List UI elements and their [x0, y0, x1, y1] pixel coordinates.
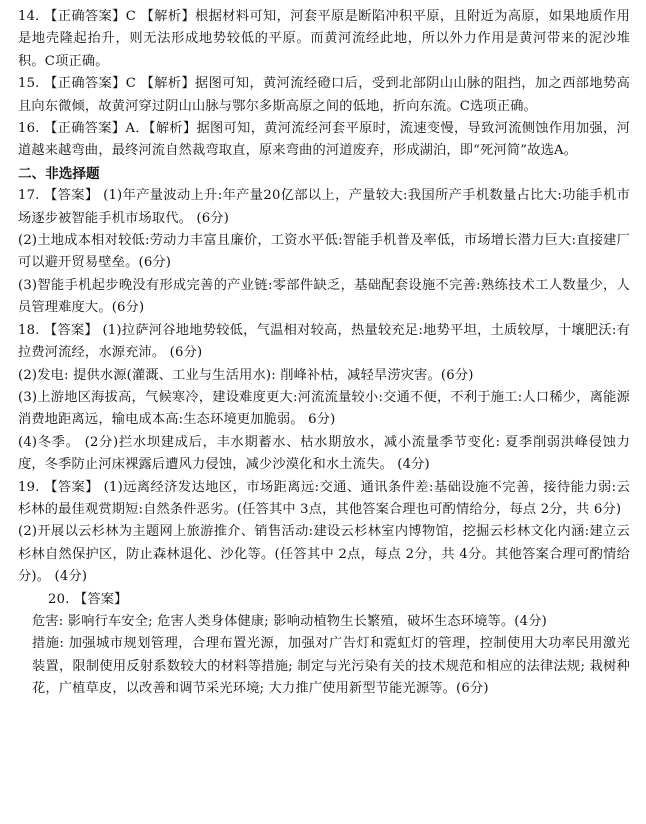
answer-q20-measures: 措施: 加强城市规划管理，合理布置光源，加强对广告灯和霓虹灯的管理，控制使用大功率民用激光装置，限制使用反射系数较大的材料等措施; 制定与光污染有关的技术规范和相应的法律法规; 栽树种花，广植草皮，以改善和调节采光环境; 大力推广使用新型节能光源等。(6分): [32, 636, 630, 697]
answer-q14: 14. 【正确答案】C 【解析】根据材料可知，河套平原是断陷冲积平原，且附近为高原，如果地质作用是地壳隆起抬升，则无法形成地势较低的平原。而黄河流经此地，所以外力作用是黄河带来的泥沙堆积。C项正确。: [18, 9, 630, 69]
answer-q18-part3: (3)上游地区海拔高，气候寒冷，建设难度更大:河流流量较小:交通不便，不利于施工:人口稀少，离能源消费地距离远，输电成本高:生态环境更加脆弱。 6分): [18, 389, 630, 428]
answer-q20-harm: 危害: 影响行车安全; 危害人类身体健康; 影响动植物生长繁殖，破坏生态环境等。(4分): [32, 613, 547, 629]
answer-q17-part2: (2)土地成本相对较低:劳动力丰富且廉价，工资水平低:智能手机普及率低，市场增长潜力巨大:直接建厂可以避开贸易壁垒。(6分): [18, 233, 630, 271]
answer-q19-part2: (2)开展以云杉林为主题网上旅游推介、销售活动:建设云杉林室内博物馆，挖掘云杉林文化内涵:建立云杉林自然保护区，防止森林退化、沙化等。(任答其中 2点，每点 2分，共 4分。其他答案合理可酌情给分)。 (4分): [18, 524, 630, 585]
answer-q17-part1: 17. 【答案】 (1)年产量波动上升:年产量20亿部以上，产量较大:我国所产手机数量占比大:功能手机市场逐步被智能手机市场取代。 (6分): [18, 188, 630, 226]
answer-q16: 16. 【正确答案】A．【解析】据图可知，黄河流经河套平原时，流速变慢，导致河流侧蚀作用加强，河道越来越弯曲，最终河流自然裁弯取直，原来弯曲的河道废弃，形成湖泊，即“死河简”故选A。: [18, 121, 630, 159]
section-heading-non-choice: 二、非选择题: [18, 165, 100, 182]
answer-q15: 15. 【正确答案】C 【解析】据图可知，黄河流经磴口后，受到北部阴山山脉的阻挡，加之西部地势高且向东微倾，故黄河穿过阴山山脉与鄂尔多斯高原之间的低地，折向东流。C选项正确。: [18, 76, 630, 114]
answer-q18-part4: (4)冬季。 (2分)拦水坝建成后，丰水期蓄水、枯水期放水，减小流量季节变化: 夏季削弱洪峰侵蚀力度，冬季防止河床裸露后遭风力侵蚀，减少沙漠化和水土流失。 (4分): [18, 434, 630, 473]
answer-q20-title: 20. 【答案】: [48, 591, 128, 607]
answer-q17-part3: (3)智能手机起步晚没有形成完善的产业链:零部件缺乏，基础配套设施不完善:熟练技术工人数量少，人员管理难度大。(6分): [18, 277, 630, 316]
answer-q18-part1: 18. 【答案】 (1)拉萨河谷地地势较低，气温相对较高，热量较充足:地势平坦，土质较厚，十壤肥沃:有拉费河流经，水源充沛。 (6分): [18, 322, 630, 361]
answer-q19-part1: 19. 【答案】 (1)远离经济发达地区，市场距离远:交通、通讯条件差:基础设施不完善，接待能力弱:云杉林的最佳观赏期短:自然条件恶劣。(任答其中 3点，其他答案合理也可酌情给分，每点 2分，共 6分): [18, 479, 630, 517]
answer-q18-part2: (2)发电: 提供水源(灌溉、工业与生活用水): 削峰补枯，减轻旱涝灾害。(6分): [18, 367, 474, 383]
